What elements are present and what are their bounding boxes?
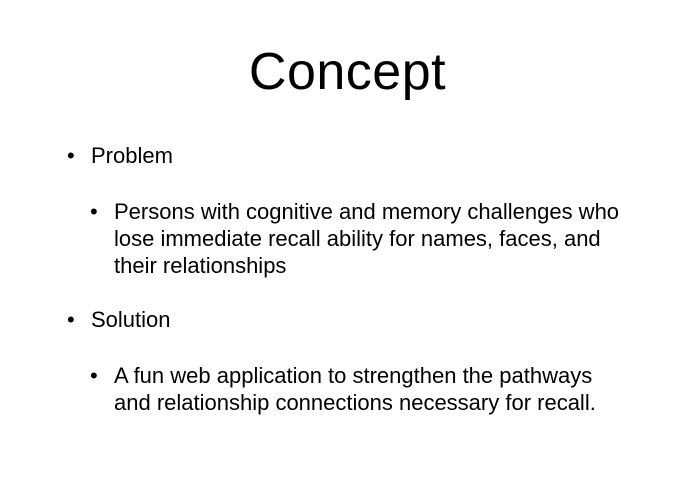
sub-bullet-text-problem: Persons with cognitive and memory challenges who lose immediate recall ability for names, faces, and their relationships: [114, 199, 620, 278]
bullet-solution: [67, 306, 171, 333]
slide-title: Concept: [248, 43, 447, 101]
bullet-icon: •: [67, 143, 75, 168]
bullet-icon: •: [67, 307, 75, 332]
bullet-icon: •: [90, 199, 98, 224]
sub-bullet-problem: [90, 198, 630, 279]
bullet-problem: [67, 142, 173, 169]
bullet-label-problem: Problem: [91, 143, 173, 168]
sub-bullet-text-solution: A fun web application to strengthen the pathways and relationship connections necessary for recall.: [114, 363, 596, 415]
sub-bullet-solution: [90, 362, 630, 416]
bullet-icon: •: [90, 363, 98, 388]
bullet-label-solution: Solution: [91, 307, 171, 332]
